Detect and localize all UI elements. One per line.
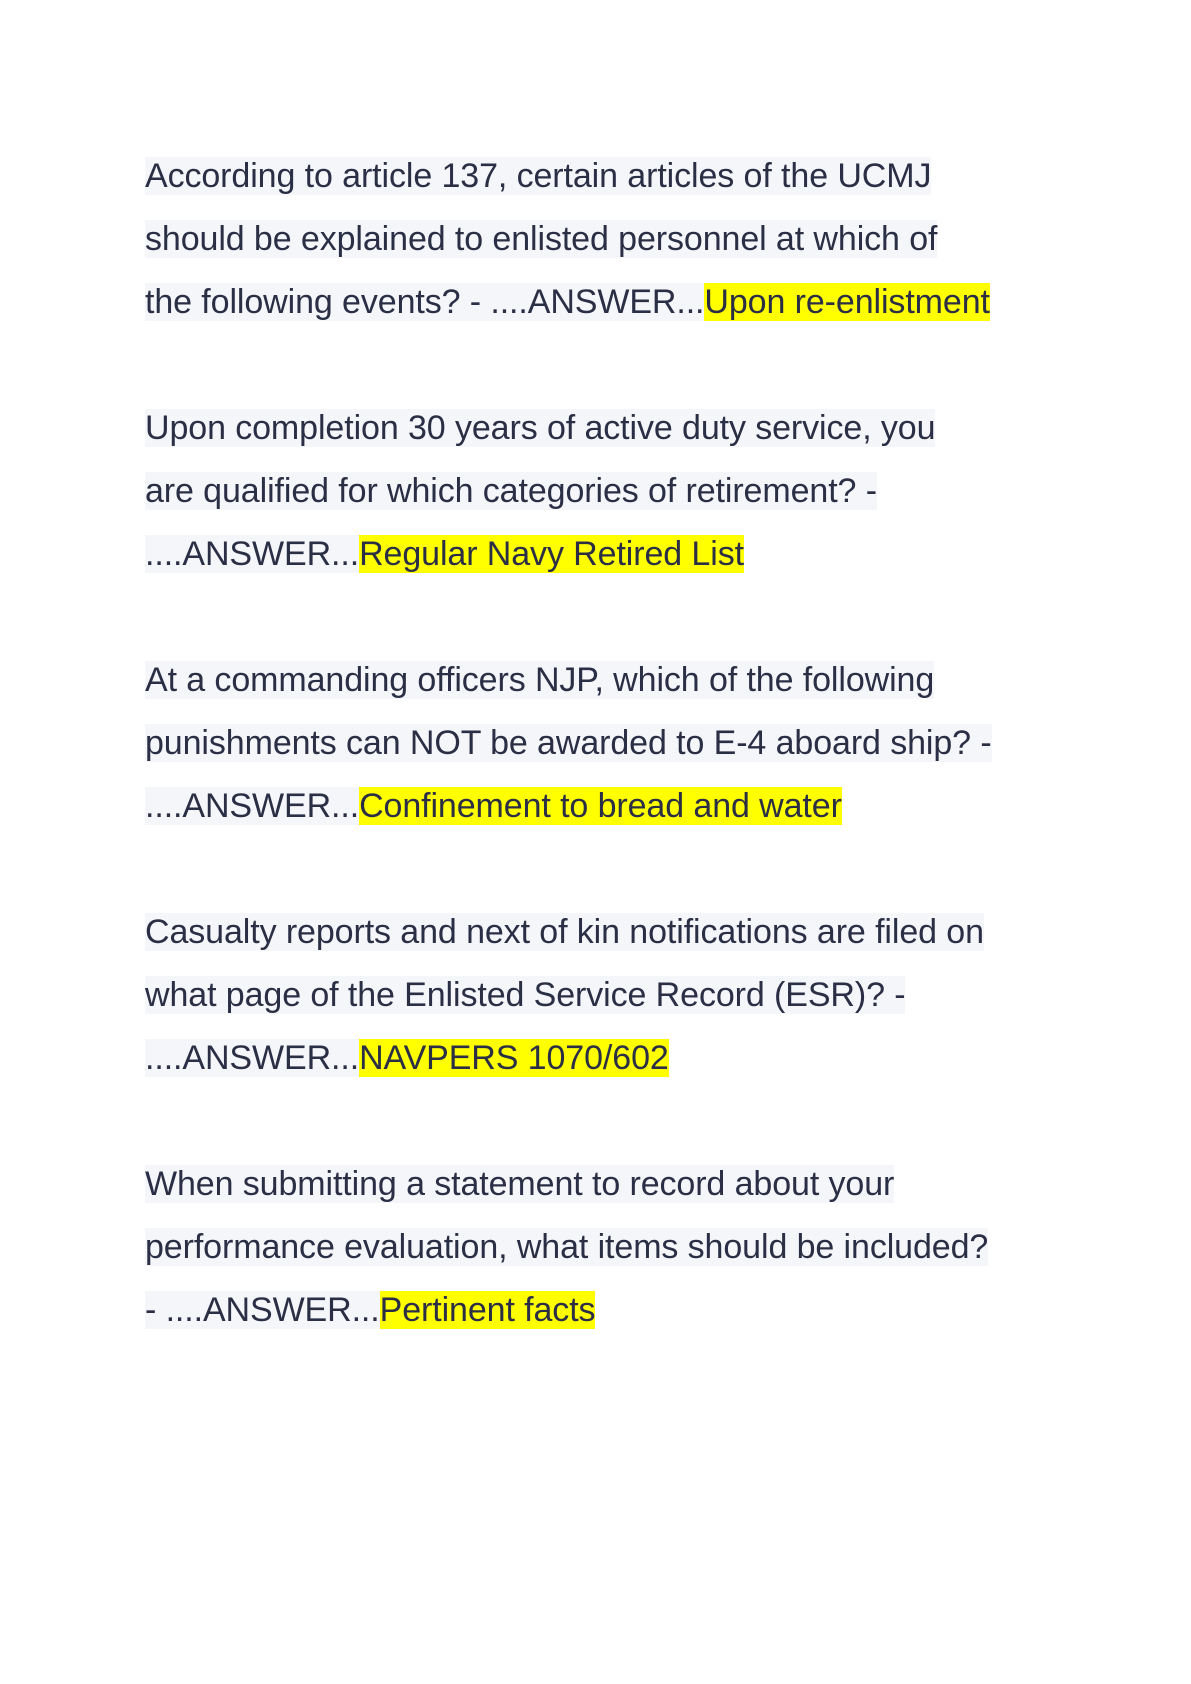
answer-highlight: Pertinent facts <box>379 1291 596 1329</box>
qa-item <box>145 1153 1065 1342</box>
question-line: Upon completion 30 years of active duty service, you <box>145 409 936 447</box>
qa-item <box>145 145 1065 334</box>
question-line: ....ANSWER... <box>145 787 360 825</box>
question-line: should be explained to enlisted personnel at which of <box>145 220 938 258</box>
qa-item <box>145 397 1065 586</box>
question-line: ....ANSWER... <box>145 1039 360 1077</box>
question-line: - ....ANSWER... <box>145 1291 380 1329</box>
question-line: ....ANSWER... <box>145 535 360 573</box>
question-line: what page of the Enlisted Service Record (ESR)? - <box>145 976 906 1014</box>
question-line: are qualified for which categories of retirement? - <box>145 472 877 510</box>
answer-highlight: Confinement to bread and water <box>359 787 842 825</box>
question-line: Casualty reports and next of kin notifications are filed on <box>145 913 984 951</box>
question-line: At a commanding officers NJP, which of the following <box>145 661 935 699</box>
question-line: the following events? - ....ANSWER... <box>145 283 705 321</box>
question-line: When submitting a statement to record about your <box>145 1165 895 1203</box>
answer-highlight: NAVPERS 1070/602 <box>359 1039 669 1077</box>
qa-item <box>145 649 1065 838</box>
qa-item <box>145 901 1065 1090</box>
answer-highlight: Regular Navy Retired List <box>359 535 744 573</box>
question-line: performance evaluation, what items should be included? <box>145 1228 989 1266</box>
answer-highlight: Upon re-enlistment <box>704 283 990 321</box>
question-line: According to article 137, certain articles of the UCMJ <box>145 157 932 195</box>
document-page <box>145 145 1065 1405</box>
question-line: punishments can NOT be awarded to E-4 aboard ship? - <box>145 724 992 762</box>
